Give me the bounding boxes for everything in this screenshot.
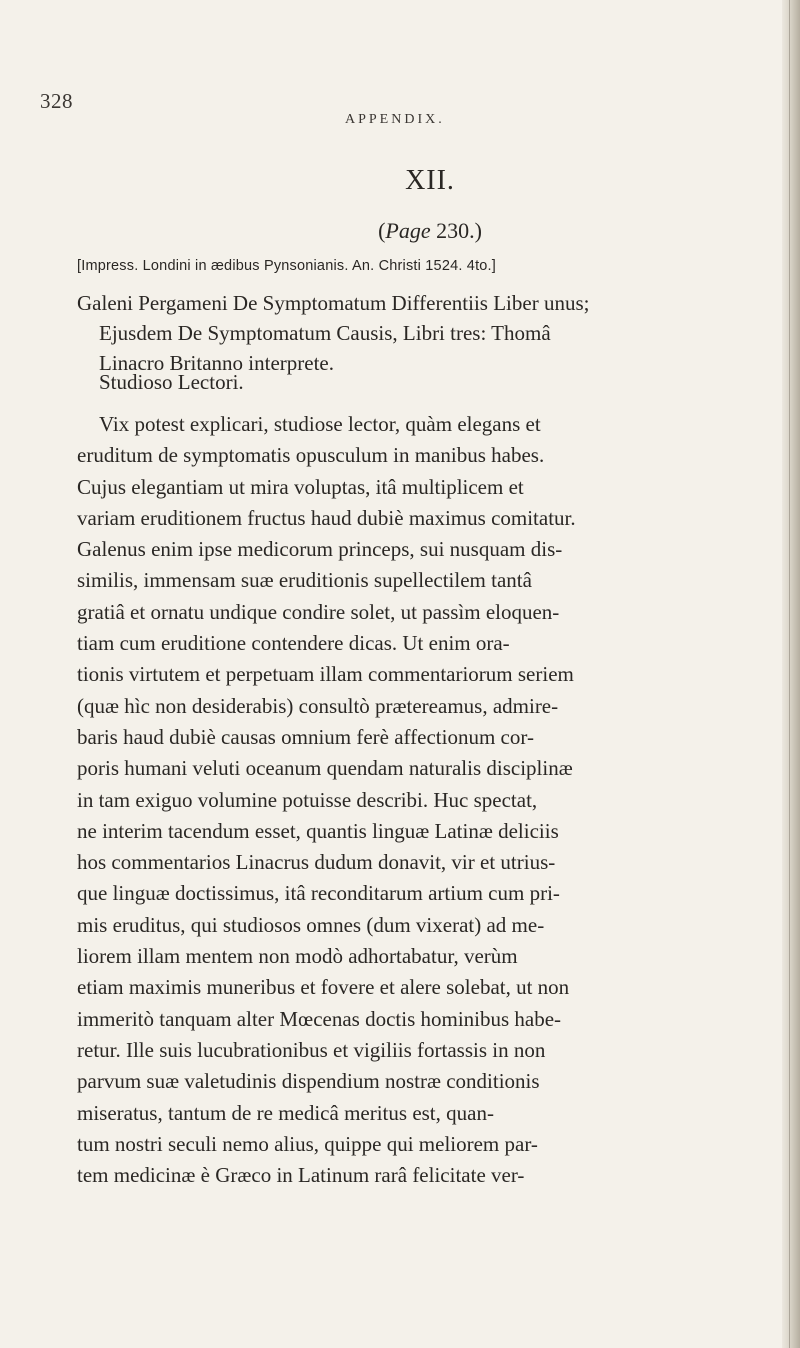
text-line: que linguæ doctissimus, itâ reconditarum artium cum pri- [77, 881, 560, 906]
text-line: miseratus, tantum de re medicâ meritus est, quan- [77, 1100, 494, 1125]
text-line: Galenus enim ipse medicorum princeps, sui nusquam dis- [77, 537, 563, 562]
text-line: (quæ hìc non desiderabis) consultò prætereamus, admire- [77, 693, 559, 718]
page-reference: (Page 230.) [378, 218, 482, 243]
text-line: Cujus elegantiam ut mira voluptas, itâ multiplicem et [77, 474, 524, 499]
text-line: hos commentarios Linacrus dudum donavit, vir et utrius- [77, 850, 556, 875]
text-line: baris haud dubiè causas omnium ferè affectionum cor- [77, 724, 534, 749]
text-line: tem medicinæ è Græco in Latinum rarâ felicitate ver- [77, 1163, 525, 1188]
text-line: Vix potest explicari, studiose lector, quàm elegans et [99, 412, 541, 436]
text-line: immeritò tanquam alter Mœcenas doctis hominibus habe- [77, 1006, 562, 1031]
title-line: Galeni Pergameni De Symptomatum Differentiis Liber unus; [77, 291, 590, 315]
book-title [77, 288, 717, 378]
text-line: tiam cum eruditione contendere dicas. Ut enim ora- [77, 631, 510, 656]
text-line: similis, immensam suæ eruditionis supellectilem tantâ [77, 568, 532, 593]
text-line: gratiâ et ornatu undique condire solet, ut passìm eloquen- [77, 599, 560, 624]
running-head: APPENDIX. [345, 112, 445, 127]
text-line: variam eruditionem fructus haud dubiè maximus comitatur. [77, 505, 576, 530]
text-line: retur. Ille suis lucubrationibus et vigiliis fortassis in non [77, 1037, 546, 1062]
address-heading: Studioso Lectori. [99, 370, 244, 394]
text-line: ne interim tacendum esset, quantis linguæ Latinæ deliciis [77, 818, 559, 843]
text-line: parvum suæ valetudinis dispendium nostræ conditionis [77, 1069, 540, 1094]
body-text [77, 409, 717, 1191]
text-line: tum nostri seculi nemo alius, quippe qui meliorem par- [77, 1131, 538, 1156]
page-number: 328 [40, 89, 73, 113]
text-line: poris humani veluti oceanum quendam naturalis disciplinæ [77, 756, 573, 781]
text-line: eruditum de symptomatis opusculum in manibus habes. [77, 443, 545, 468]
title-line: Ejusdem De Symptomatum Causis, Libri tres: Thomâ [99, 321, 551, 345]
text-line: etiam maximis muneribus et fovere et alere solebat, ut non [77, 975, 570, 1000]
page-edge-shadow [782, 0, 800, 1348]
text-line: liorem illam mentem non modò adhortabatur, verùm [77, 944, 518, 969]
text-line: mis eruditus, qui studiosos omnes (dum vixerat) ad me- [77, 912, 545, 937]
section-number: XII. [405, 165, 455, 196]
text-line: tionis virtutem et perpetuam illam commentariorum seriem [77, 662, 574, 687]
title-line: Linacro Britanno interprete. [99, 351, 334, 375]
imprint-line: [Impress. Londini in ædibus Pynsonianis. An. Christi 1524. 4to.] [77, 258, 497, 274]
page-reference-number: 230.) [430, 218, 482, 243]
page-reference-word: Page [385, 218, 431, 243]
text-line: in tam exiguo volumine potuisse describi. Huc spectat, [77, 787, 538, 812]
page-edge-line [789, 0, 790, 1348]
